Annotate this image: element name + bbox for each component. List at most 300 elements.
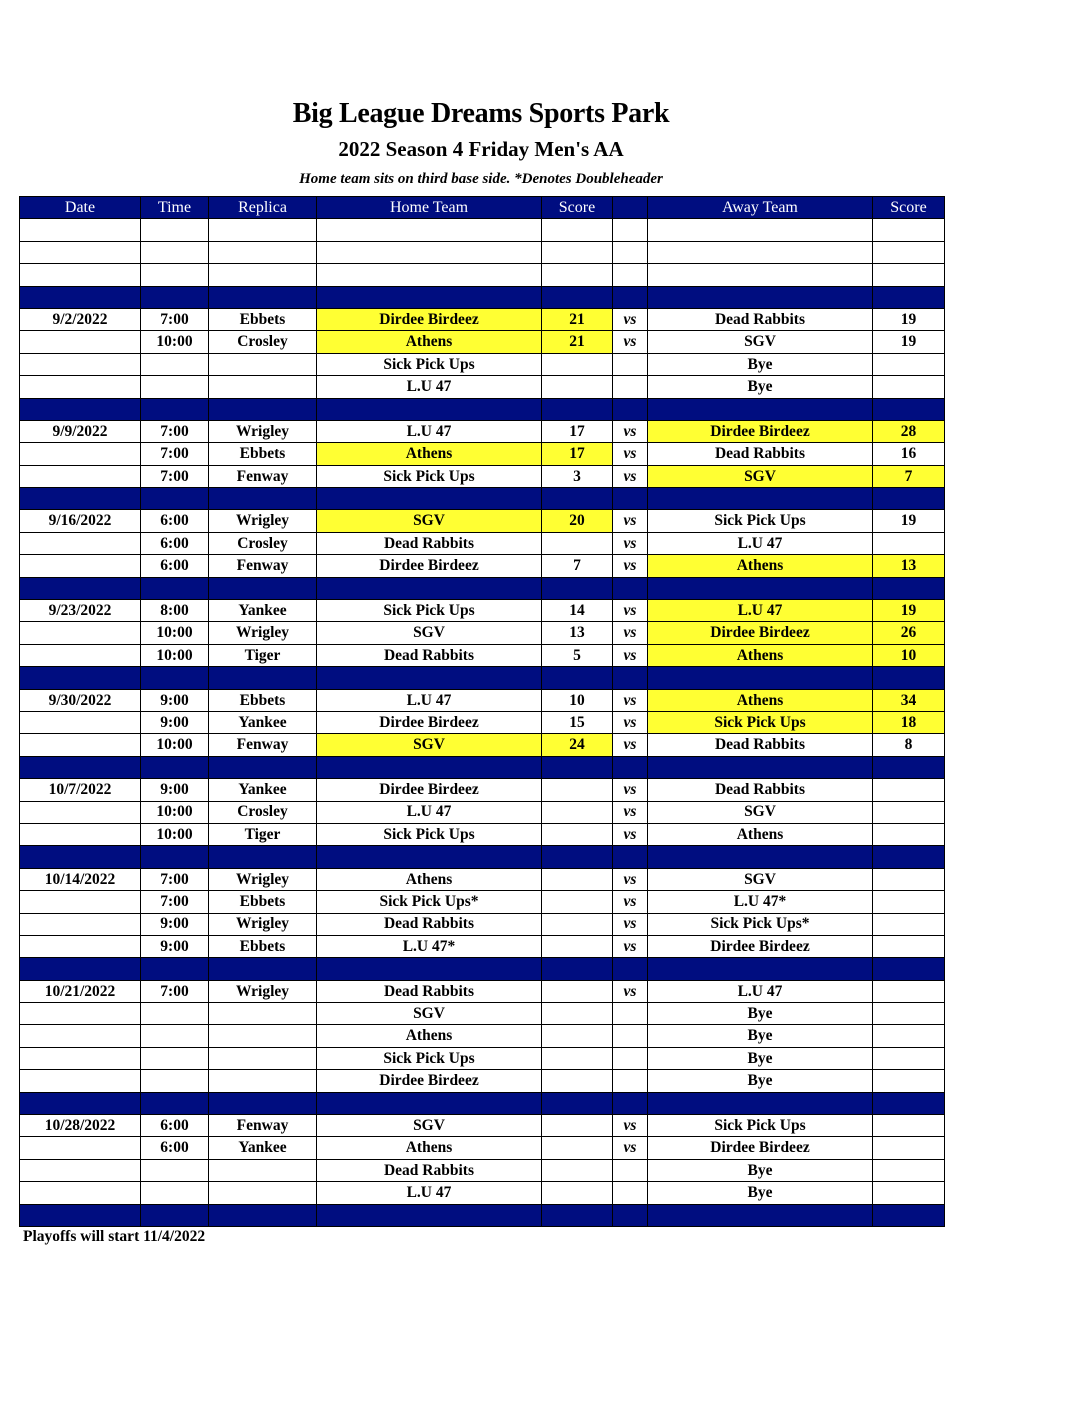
home-team-cell: Sick Pick Ups*: [317, 891, 542, 913]
empty-cell: [141, 286, 209, 308]
page-title: Big League Dreams Sports Park: [292, 98, 670, 129]
date-cell: 10/14/2022: [20, 868, 141, 890]
replica-cell: Yankee: [209, 1137, 317, 1159]
date-cell: [20, 331, 141, 353]
empty-cell: [317, 846, 542, 868]
replica-cell: [209, 1159, 317, 1181]
away-score-cell: [873, 1047, 945, 1069]
home-score-cell: [542, 1047, 613, 1069]
week-separator-row: [20, 488, 945, 510]
empty-cell: [317, 219, 542, 241]
replica-cell: [209, 1003, 317, 1025]
page-subtitle: 2022 Season 4 Friday Men's AA: [338, 137, 624, 161]
time-cell: 6:00: [141, 1137, 209, 1159]
game-row: [20, 868, 945, 890]
empty-cell: [648, 219, 873, 241]
home-score-cell: 24: [542, 734, 613, 756]
home-team-cell: Dead Rabbits: [317, 913, 542, 935]
home-score-cell: 3: [542, 465, 613, 487]
game-row: [20, 711, 945, 733]
empty-cell: [141, 667, 209, 689]
game-row: [20, 1137, 945, 1159]
empty-cell: [209, 1092, 317, 1114]
away-score-cell: [873, 376, 945, 398]
away-score-cell: 7: [873, 465, 945, 487]
vs-cell: [613, 1003, 648, 1025]
away-team-cell: Bye: [648, 1070, 873, 1092]
replica-cell: Yankee: [209, 779, 317, 801]
away-team-cell: L.U 47*: [648, 891, 873, 913]
empty-cell: [613, 577, 648, 599]
empty-cell: [613, 756, 648, 778]
empty-cell: [141, 398, 209, 420]
empty-cell: [542, 488, 613, 510]
vs-cell: [613, 1070, 648, 1092]
time-cell: 9:00: [141, 711, 209, 733]
time-cell: 10:00: [141, 734, 209, 756]
date-cell: [20, 622, 141, 644]
empty-cell: [873, 219, 945, 241]
away-team-cell: Sick Pick Ups: [648, 1115, 873, 1137]
empty-cell: [613, 286, 648, 308]
week-separator-row: [20, 846, 945, 868]
date-cell: 9/23/2022: [20, 600, 141, 622]
empty-cell: [317, 286, 542, 308]
replica-cell: Yankee: [209, 711, 317, 733]
home-team-cell: Athens: [317, 1137, 542, 1159]
game-row: [20, 980, 945, 1002]
away-score-cell: [873, 1025, 945, 1047]
away-score-cell: 28: [873, 420, 945, 442]
away-team-cell: L.U 47: [648, 980, 873, 1002]
away-team-cell: Dirdee Birdeez: [648, 420, 873, 442]
away-score-cell: [873, 1159, 945, 1181]
empty-cell: [613, 264, 648, 286]
away-team-cell: Dead Rabbits: [648, 443, 873, 465]
home-score-cell: [542, 1070, 613, 1092]
empty-cell: [873, 241, 945, 263]
vs-cell: [613, 1159, 648, 1181]
vs-cell: [613, 1182, 648, 1204]
away-score-cell: 19: [873, 331, 945, 353]
empty-cell: [317, 1092, 542, 1114]
game-row: [20, 1159, 945, 1181]
playoffs-note: Playoffs will start 11/4/2022: [23, 1228, 206, 1245]
replica-cell: Yankee: [209, 600, 317, 622]
empty-cell: [648, 756, 873, 778]
empty-cell: [141, 264, 209, 286]
empty-cell: [209, 756, 317, 778]
date-cell: 9/2/2022: [20, 308, 141, 330]
time-cell: 10:00: [141, 823, 209, 845]
empty-cell: [873, 264, 945, 286]
empty-cell: [613, 958, 648, 980]
vs-cell: vs: [613, 465, 648, 487]
empty-cell: [20, 667, 141, 689]
empty-cell: [209, 264, 317, 286]
empty-cell: [542, 1092, 613, 1114]
time-cell: 7:00: [141, 308, 209, 330]
vs-cell: vs: [613, 891, 648, 913]
date-cell: [20, 1025, 141, 1047]
home-team-cell: SGV: [317, 1115, 542, 1137]
empty-cell: [209, 958, 317, 980]
date-cell: [20, 1003, 141, 1025]
home-score-cell: [542, 1003, 613, 1025]
home-score-cell: 15: [542, 711, 613, 733]
home-score-cell: [542, 891, 613, 913]
empty-cell: [648, 667, 873, 689]
time-cell: 7:00: [141, 420, 209, 442]
game-row: [20, 1047, 945, 1069]
home-score-cell: 17: [542, 420, 613, 442]
away-score-cell: 13: [873, 555, 945, 577]
empty-cell: [317, 577, 542, 599]
home-team-cell: L.U 47: [317, 1182, 542, 1204]
empty-cell: [20, 846, 141, 868]
home-team-cell: Dirdee Birdeez: [317, 308, 542, 330]
time-cell: 7:00: [141, 980, 209, 1002]
empty-cell: [542, 398, 613, 420]
vs-cell: vs: [613, 801, 648, 823]
empty-cell: [613, 488, 648, 510]
away-team-cell: SGV: [648, 801, 873, 823]
replica-cell: Fenway: [209, 465, 317, 487]
time-cell: 10:00: [141, 644, 209, 666]
home-team-cell: L.U 47: [317, 420, 542, 442]
replica-cell: [209, 1047, 317, 1069]
empty-cell: [542, 286, 613, 308]
away-score-cell: [873, 801, 945, 823]
vs-cell: vs: [613, 1137, 648, 1159]
home-team-cell: Dead Rabbits: [317, 644, 542, 666]
home-score-cell: 21: [542, 308, 613, 330]
empty-cell: [209, 488, 317, 510]
home-team-cell: Dead Rabbits: [317, 1159, 542, 1181]
empty-cell: [613, 1204, 648, 1226]
replica-cell: Crosley: [209, 801, 317, 823]
away-team-cell: SGV: [648, 465, 873, 487]
away-team-cell: Sick Pick Ups*: [648, 913, 873, 935]
vs-cell: vs: [613, 779, 648, 801]
empty-cell: [209, 667, 317, 689]
away-score-cell: [873, 823, 945, 845]
home-team-cell: Dirdee Birdeez: [317, 555, 542, 577]
week-separator-row: [20, 286, 945, 308]
time-cell: 10:00: [141, 801, 209, 823]
date-cell: [20, 644, 141, 666]
game-row: [20, 376, 945, 398]
empty-cell: [141, 756, 209, 778]
empty-cell: [873, 667, 945, 689]
col-vs-header: [613, 197, 648, 219]
replica-cell: Ebbets: [209, 689, 317, 711]
home-team-cell: Dirdee Birdeez: [317, 1070, 542, 1092]
home-score-cell: [542, 801, 613, 823]
date-cell: [20, 801, 141, 823]
game-row: [20, 734, 945, 756]
time-cell: [141, 1025, 209, 1047]
home-score-cell: [542, 868, 613, 890]
home-team-cell: Sick Pick Ups: [317, 465, 542, 487]
home-team-cell: Athens: [317, 868, 542, 890]
empty-cell: [20, 241, 141, 263]
date-cell: 10/21/2022: [20, 980, 141, 1002]
empty-cell: [20, 958, 141, 980]
date-cell: [20, 1159, 141, 1181]
empty-cell: [209, 577, 317, 599]
date-cell: [20, 935, 141, 957]
game-row: [20, 913, 945, 935]
replica-cell: Fenway: [209, 555, 317, 577]
empty-cell: [317, 1204, 542, 1226]
empty-cell: [141, 577, 209, 599]
home-team-cell: L.U 47: [317, 376, 542, 398]
empty-cell: [20, 286, 141, 308]
time-cell: [141, 1070, 209, 1092]
game-row: [20, 689, 945, 711]
replica-cell: Ebbets: [209, 935, 317, 957]
date-cell: [20, 913, 141, 935]
vs-cell: vs: [613, 420, 648, 442]
empty-cell: [141, 241, 209, 263]
home-score-cell: [542, 1115, 613, 1137]
away-score-cell: [873, 913, 945, 935]
time-cell: 9:00: [141, 913, 209, 935]
replica-cell: Ebbets: [209, 443, 317, 465]
game-row: [20, 644, 945, 666]
week-separator-row: [20, 1204, 945, 1226]
away-score-cell: 10: [873, 644, 945, 666]
replica-cell: Crosley: [209, 331, 317, 353]
vs-cell: [613, 376, 648, 398]
away-team-cell: Athens: [648, 644, 873, 666]
away-team-cell: Dead Rabbits: [648, 779, 873, 801]
empty-cell: [20, 577, 141, 599]
away-score-cell: [873, 532, 945, 554]
away-score-cell: 8: [873, 734, 945, 756]
empty-cell: [20, 264, 141, 286]
time-cell: [141, 1047, 209, 1069]
col-home-team-header: Home Team: [317, 197, 542, 219]
time-cell: 6:00: [141, 555, 209, 577]
empty-cell: [648, 846, 873, 868]
home-score-cell: [542, 1182, 613, 1204]
game-row: [20, 308, 945, 330]
time-cell: [141, 376, 209, 398]
home-score-cell: 13: [542, 622, 613, 644]
game-row: [20, 1182, 945, 1204]
week-separator-row: [20, 398, 945, 420]
vs-cell: vs: [613, 555, 648, 577]
game-row: [20, 823, 945, 845]
away-team-cell: Athens: [648, 689, 873, 711]
empty-cell: [613, 219, 648, 241]
home-team-cell: Sick Pick Ups: [317, 1047, 542, 1069]
vs-cell: vs: [613, 622, 648, 644]
date-cell: [20, 555, 141, 577]
date-cell: [20, 532, 141, 554]
empty-cell: [209, 241, 317, 263]
home-team-cell: L.U 47: [317, 801, 542, 823]
empty-cell: [209, 219, 317, 241]
home-team-cell: Sick Pick Ups: [317, 600, 542, 622]
empty-cell: [209, 1204, 317, 1226]
replica-cell: Crosley: [209, 532, 317, 554]
empty-cell: [542, 577, 613, 599]
col-away-team-header: Away Team: [648, 197, 873, 219]
away-team-cell: Dirdee Birdeez: [648, 1137, 873, 1159]
replica-cell: Wrigley: [209, 622, 317, 644]
vs-cell: vs: [613, 443, 648, 465]
vs-cell: vs: [613, 600, 648, 622]
game-row: [20, 1070, 945, 1092]
home-score-cell: 21: [542, 331, 613, 353]
time-cell: 8:00: [141, 600, 209, 622]
week-separator-row: [20, 667, 945, 689]
empty-cell: [873, 577, 945, 599]
home-score-cell: [542, 353, 613, 375]
away-team-cell: Bye: [648, 1159, 873, 1181]
home-team-cell: Athens: [317, 443, 542, 465]
away-score-cell: [873, 935, 945, 957]
empty-cell: [542, 756, 613, 778]
game-row: [20, 801, 945, 823]
replica-cell: Tiger: [209, 823, 317, 845]
vs-cell: vs: [613, 868, 648, 890]
home-team-cell: L.U 47: [317, 689, 542, 711]
game-row: [20, 353, 945, 375]
home-score-cell: [542, 376, 613, 398]
replica-cell: Ebbets: [209, 308, 317, 330]
away-score-cell: [873, 1115, 945, 1137]
vs-cell: [613, 353, 648, 375]
vs-cell: vs: [613, 644, 648, 666]
home-team-cell: Dead Rabbits: [317, 980, 542, 1002]
replica-cell: Wrigley: [209, 420, 317, 442]
vs-cell: vs: [613, 935, 648, 957]
game-row: [20, 331, 945, 353]
empty-cell: [20, 1204, 141, 1226]
empty-cell: [317, 756, 542, 778]
game-row: [20, 935, 945, 957]
vs-cell: [613, 1025, 648, 1047]
empty-cell: [873, 958, 945, 980]
time-cell: 7:00: [141, 443, 209, 465]
empty-cell: [648, 241, 873, 263]
away-score-cell: [873, 980, 945, 1002]
time-cell: [141, 1182, 209, 1204]
home-team-note: Home team sits on third base side. *Denotes Doubleheader: [299, 171, 663, 187]
date-cell: [20, 1070, 141, 1092]
schedule-body: [20, 219, 945, 1227]
empty-cell: [873, 1092, 945, 1114]
home-team-cell: SGV: [317, 510, 542, 532]
time-cell: [141, 353, 209, 375]
replica-cell: [209, 1182, 317, 1204]
home-team-cell: Dirdee Birdeez: [317, 779, 542, 801]
home-score-cell: 10: [542, 689, 613, 711]
home-score-cell: [542, 980, 613, 1002]
away-score-cell: [873, 1003, 945, 1025]
empty-cell: [648, 958, 873, 980]
blank-row: [20, 264, 945, 286]
time-cell: [141, 1003, 209, 1025]
empty-cell: [141, 219, 209, 241]
away-team-cell: Bye: [648, 1182, 873, 1204]
empty-cell: [873, 398, 945, 420]
away-team-cell: SGV: [648, 331, 873, 353]
date-cell: 9/9/2022: [20, 420, 141, 442]
replica-cell: Fenway: [209, 1115, 317, 1137]
empty-cell: [20, 398, 141, 420]
date-cell: [20, 711, 141, 733]
header-row: [20, 197, 945, 219]
home-score-cell: [542, 532, 613, 554]
home-score-cell: 14: [542, 600, 613, 622]
away-score-cell: 26: [873, 622, 945, 644]
empty-cell: [20, 1092, 141, 1114]
col-time-header: Time: [141, 197, 209, 219]
game-row: [20, 510, 945, 532]
vs-cell: vs: [613, 532, 648, 554]
away-team-cell: Dead Rabbits: [648, 734, 873, 756]
vs-cell: vs: [613, 689, 648, 711]
home-team-cell: SGV: [317, 622, 542, 644]
empty-cell: [648, 398, 873, 420]
home-score-cell: 20: [542, 510, 613, 532]
empty-cell: [873, 488, 945, 510]
game-row: [20, 443, 945, 465]
home-score-cell: [542, 1137, 613, 1159]
date-cell: [20, 1137, 141, 1159]
empty-cell: [613, 1092, 648, 1114]
game-row: [20, 1115, 945, 1137]
date-cell: [20, 1047, 141, 1069]
date-cell: [20, 823, 141, 845]
home-team-cell: L.U 47*: [317, 935, 542, 957]
empty-cell: [873, 1204, 945, 1226]
vs-cell: vs: [613, 980, 648, 1002]
empty-cell: [648, 1092, 873, 1114]
empty-cell: [317, 488, 542, 510]
empty-cell: [317, 264, 542, 286]
empty-cell: [20, 219, 141, 241]
empty-cell: [648, 286, 873, 308]
empty-cell: [20, 756, 141, 778]
away-team-cell: Dirdee Birdeez: [648, 622, 873, 644]
replica-cell: Fenway: [209, 734, 317, 756]
empty-cell: [613, 398, 648, 420]
away-score-cell: [873, 1070, 945, 1092]
empty-cell: [648, 577, 873, 599]
empty-cell: [613, 241, 648, 263]
date-cell: [20, 376, 141, 398]
home-score-cell: 17: [542, 443, 613, 465]
empty-cell: [873, 286, 945, 308]
date-cell: 10/7/2022: [20, 779, 141, 801]
vs-cell: vs: [613, 913, 648, 935]
time-cell: 10:00: [141, 622, 209, 644]
away-team-cell: Dirdee Birdeez: [648, 935, 873, 957]
empty-cell: [141, 846, 209, 868]
away-score-cell: [873, 891, 945, 913]
away-score-cell: 19: [873, 510, 945, 532]
empty-cell: [141, 488, 209, 510]
vs-cell: vs: [613, 734, 648, 756]
away-score-cell: 34: [873, 689, 945, 711]
away-team-cell: Athens: [648, 555, 873, 577]
